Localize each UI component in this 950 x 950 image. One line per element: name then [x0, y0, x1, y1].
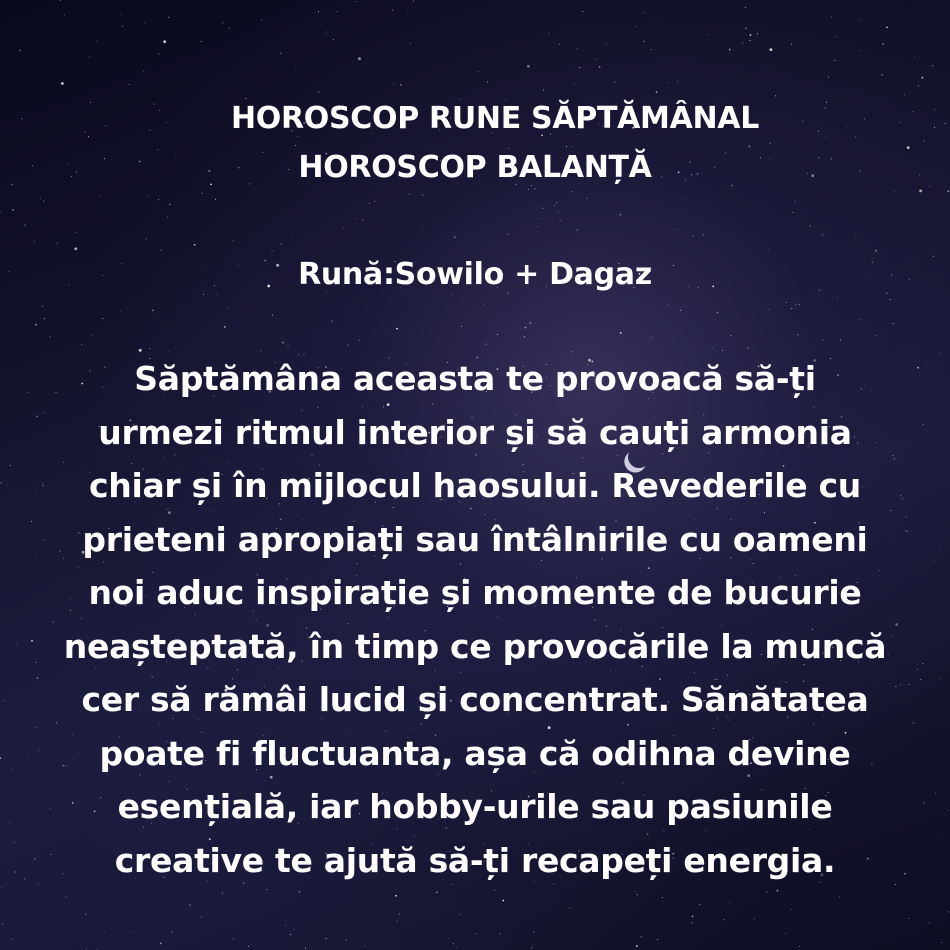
star	[327, 31, 328, 32]
body-line: chiar și în mijlocul haosului. Revederile cu	[88, 466, 861, 505]
star	[169, 204, 170, 205]
title-line-2-text: HOROSCOP BALANȚĂ	[298, 150, 652, 185]
body-line: esențială, iar hobby-urile sau pasiunile	[117, 787, 833, 826]
star	[620, 332, 622, 334]
star	[122, 26, 123, 27]
star	[569, 907, 570, 908]
star	[280, 53, 281, 54]
star	[554, 205, 555, 206]
star	[3, 700, 4, 701]
star	[765, 8, 766, 9]
star	[103, 318, 104, 319]
star	[343, 228, 344, 229]
star	[653, 28, 654, 29]
star	[651, 337, 652, 338]
star	[326, 938, 327, 939]
star	[941, 942, 942, 943]
star	[167, 217, 168, 218]
star	[395, 895, 397, 897]
star	[662, 897, 663, 898]
star	[194, 244, 196, 246]
star	[939, 678, 940, 679]
star	[729, 902, 730, 903]
star	[699, 904, 700, 905]
star	[261, 20, 262, 21]
star	[85, 914, 86, 915]
star	[643, 41, 644, 42]
star	[333, 39, 334, 40]
star	[549, 33, 550, 34]
body-line: Săptămâna aceasta te provoacă să-ți	[134, 359, 816, 398]
star	[453, 943, 454, 944]
star	[20, 50, 21, 51]
star	[840, 339, 841, 340]
star	[394, 83, 395, 84]
star	[358, 57, 361, 60]
star	[641, 936, 642, 937]
star	[533, 932, 534, 933]
star	[791, 44, 792, 45]
star	[64, 14, 65, 15]
star	[543, 90, 544, 91]
star	[363, 220, 364, 221]
star	[43, 201, 44, 202]
star	[599, 66, 601, 68]
title-line-1: HOROSCOP RUNE SĂPTĂMÂNAL	[230, 101, 760, 136]
star	[677, 81, 678, 82]
star	[66, 896, 67, 897]
star	[215, 199, 216, 200]
star	[875, 335, 876, 336]
star	[326, 34, 327, 35]
star	[160, 943, 162, 945]
star	[319, 91, 320, 92]
star	[502, 900, 504, 902]
star	[795, 201, 796, 202]
body-line: prieteni apropiați sau întâlnirile cu oameni	[82, 519, 868, 559]
star	[908, 918, 909, 919]
star	[500, 933, 501, 934]
star	[770, 48, 773, 51]
star	[44, 318, 45, 319]
body-line: creative te ajută să-ți recapeți energia.	[114, 840, 836, 880]
star	[201, 41, 202, 42]
star	[839, 897, 840, 898]
star	[461, 326, 462, 327]
star	[318, 11, 319, 12]
star	[168, 17, 169, 18]
star	[365, 946, 366, 947]
star	[559, 44, 560, 45]
star	[777, 890, 779, 892]
star	[422, 195, 423, 196]
star	[742, 43, 743, 44]
star	[859, 19, 860, 20]
star	[34, 241, 35, 242]
star	[227, 307, 228, 308]
star	[754, 918, 755, 919]
star	[487, 81, 488, 82]
star	[120, 12, 121, 13]
star	[712, 347, 713, 348]
star	[893, 323, 894, 324]
star	[229, 28, 230, 29]
star	[158, 199, 159, 200]
star	[133, 932, 134, 933]
star	[57, 243, 58, 244]
star	[686, 349, 687, 350]
body-line: noi aduc inspirație și momente de bucurie	[88, 573, 862, 612]
star	[614, 82, 615, 83]
star	[331, 321, 332, 322]
star	[144, 22, 145, 23]
star	[459, 914, 460, 915]
star	[409, 194, 410, 195]
star	[795, 304, 796, 305]
body-line: urmezi ritmul interior și să cauți armonia	[98, 412, 852, 452]
star	[367, 309, 368, 310]
star	[636, 945, 638, 947]
star	[922, 77, 924, 79]
star	[10, 465, 11, 466]
star	[666, 82, 667, 83]
star	[222, 23, 223, 24]
star	[529, 322, 531, 324]
star	[929, 923, 930, 924]
star	[248, 946, 249, 947]
star	[941, 833, 942, 834]
star	[392, 10, 393, 11]
star	[797, 334, 798, 335]
star	[542, 208, 543, 209]
star	[272, 315, 273, 316]
star	[693, 235, 694, 236]
star	[914, 57, 915, 58]
star	[766, 892, 767, 893]
star	[577, 48, 578, 49]
star	[886, 27, 888, 29]
star	[456, 947, 457, 948]
star	[61, 82, 64, 85]
star	[637, 894, 638, 895]
star	[822, 235, 823, 236]
star	[708, 34, 709, 35]
star	[12, 939, 13, 940]
star	[35, 324, 37, 326]
star	[620, 214, 622, 216]
star	[729, 49, 731, 51]
star	[189, 904, 191, 906]
star	[881, 74, 883, 76]
star	[556, 202, 557, 203]
star	[396, 328, 398, 330]
star	[97, 41, 98, 42]
star	[290, 934, 291, 935]
star	[583, 11, 584, 12]
star	[413, 0, 414, 1]
star	[658, 81, 659, 82]
star	[120, 311, 121, 312]
star	[651, 49, 652, 50]
star	[282, 342, 284, 344]
star	[12, 209, 14, 211]
star	[104, 931, 105, 932]
star	[855, 234, 856, 235]
star	[374, 201, 375, 202]
star	[541, 218, 542, 219]
star	[152, 310, 154, 312]
star	[799, 304, 800, 305]
star	[233, 240, 234, 241]
star	[792, 212, 793, 213]
star	[939, 546, 940, 547]
star	[560, 220, 561, 221]
star	[92, 335, 93, 336]
star	[882, 43, 884, 45]
star	[400, 84, 402, 86]
star	[285, 925, 286, 926]
star	[369, 203, 370, 204]
star	[337, 11, 338, 12]
star	[918, 85, 919, 86]
star	[146, 239, 147, 240]
star	[524, 336, 525, 337]
star	[288, 345, 289, 346]
body-line: neașteptată, în timp ce provocările la muncă	[63, 626, 887, 666]
star	[947, 810, 948, 811]
star	[525, 327, 527, 329]
horoscope-body	[14, 352, 936, 887]
star	[747, 348, 748, 349]
star	[682, 197, 683, 198]
star	[163, 40, 166, 43]
body-line: cer să rămâi lucid și concentrat. Sănătatea	[81, 680, 869, 719]
star	[436, 892, 438, 894]
star	[266, 889, 267, 890]
star	[768, 309, 769, 310]
star	[148, 195, 149, 196]
star	[347, 345, 348, 346]
star	[474, 899, 475, 900]
star	[9, 822, 10, 823]
star	[757, 33, 758, 34]
star	[89, 57, 90, 58]
star	[667, 304, 668, 305]
star	[355, 1, 356, 2]
star	[680, 310, 681, 311]
star	[745, 7, 746, 8]
star	[484, 304, 485, 305]
star	[100, 195, 101, 196]
star	[356, 218, 357, 219]
star	[280, 243, 282, 245]
star	[717, 312, 719, 314]
star	[475, 934, 476, 935]
star	[579, 67, 580, 68]
star	[703, 234, 704, 235]
star	[121, 15, 122, 16]
star	[859, 319, 860, 320]
star	[2, 923, 3, 924]
star	[410, 43, 411, 44]
title-line-2	[0, 143, 950, 193]
star	[749, 40, 750, 41]
star	[791, 308, 792, 309]
star	[527, 65, 530, 68]
star	[494, 890, 495, 891]
star	[42, 306, 43, 307]
star	[76, 232, 77, 233]
star	[574, 83, 575, 84]
star	[485, 344, 486, 345]
star	[730, 335, 731, 336]
star	[157, 316, 158, 317]
star	[422, 226, 423, 227]
star	[835, 60, 836, 61]
star	[750, 34, 752, 36]
star	[791, 909, 792, 910]
star	[785, 933, 786, 934]
star	[656, 91, 658, 93]
star	[129, 84, 130, 85]
star	[531, 947, 532, 948]
star	[50, 336, 51, 337]
star	[399, 913, 400, 914]
star	[449, 938, 450, 939]
star	[677, 229, 678, 230]
star	[224, 326, 226, 328]
star	[143, 71, 144, 72]
star	[1, 887, 2, 888]
star	[577, 230, 578, 231]
body-line: poate fi fluctuanta, așa că odihna devine	[99, 733, 851, 773]
star	[636, 26, 637, 27]
star	[690, 75, 691, 76]
star	[407, 13, 408, 14]
star	[81, 344, 82, 345]
star	[939, 353, 940, 354]
star	[831, 16, 832, 17]
star	[12, 769, 13, 770]
star	[172, 931, 173, 932]
star	[158, 54, 159, 55]
star	[222, 893, 223, 894]
star	[722, 350, 723, 351]
star	[454, 236, 456, 238]
star	[932, 65, 933, 66]
star	[497, 334, 498, 335]
star	[538, 226, 539, 227]
star	[724, 919, 725, 920]
star	[0, 211, 1, 212]
star	[799, 946, 800, 947]
star	[587, 198, 588, 199]
star	[359, 340, 360, 341]
star	[25, 225, 26, 226]
star	[201, 917, 202, 918]
star	[149, 348, 150, 349]
star	[299, 891, 301, 893]
star	[860, 50, 861, 51]
star	[478, 71, 479, 72]
star	[305, 948, 306, 949]
star	[692, 916, 694, 918]
star	[828, 77, 829, 78]
star	[810, 225, 811, 226]
star	[1, 482, 2, 483]
star	[40, 198, 41, 199]
star	[823, 340, 824, 341]
star	[606, 44, 607, 45]
star	[657, 939, 658, 940]
star	[644, 12, 645, 13]
star	[786, 302, 787, 303]
star	[233, 938, 234, 939]
star	[294, 929, 295, 930]
star	[292, 234, 293, 235]
star	[60, 0, 61, 1]
star	[508, 234, 509, 235]
star	[948, 911, 949, 912]
star	[691, 922, 692, 923]
star	[346, 939, 347, 940]
star	[397, 921, 398, 922]
rune-label: Rună:Sowilo + Dagaz	[298, 257, 652, 292]
star	[745, 27, 747, 29]
star	[295, 69, 296, 70]
star	[635, 891, 636, 892]
star	[0, 757, 1, 759]
star	[596, 59, 597, 60]
star	[558, 212, 559, 213]
star	[835, 36, 836, 37]
star	[6, 485, 7, 486]
